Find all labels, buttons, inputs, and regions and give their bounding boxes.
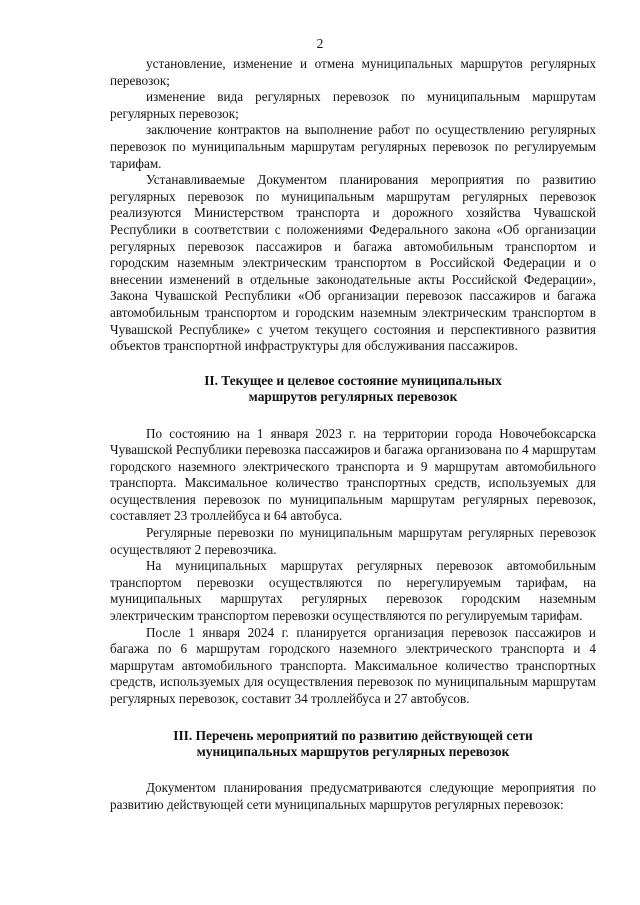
paragraph: Регулярные перевозки по муниципальным маршрутам регулярных перевозок осуществляют 2 перевозчика.	[110, 525, 596, 557]
paragraph: По состоянию на 1 января 2023 г. на территории города Новочебоксарска Чувашской Республики перевозка пассажиров и багажа организована по 4 маршрутам городского наземного электрического транспорта и 9 маршрутам автомобильного транспорта. Максимальное количество транспортных средств, используемых для осуществления перевозок по муниципальным маршрутам регулярных перевозок, составляет 23 троллейбуса и 64 автобуса.	[110, 425, 596, 524]
paragraph: установление, изменение и отмена муниципальных маршрутов регулярных перевозок;	[110, 56, 596, 88]
paragraph: изменение вида регулярных перевозок по муниципальным маршрутам регулярных перевозок;	[110, 89, 596, 121]
section-heading-3	[110, 728, 596, 761]
section-heading-2	[110, 373, 596, 406]
section-heading-line: муниципальных маршрутов регулярных перевозок	[196, 744, 510, 759]
section-heading-line: маршрутов регулярных перевозок	[248, 389, 458, 405]
paragraph: Устанавливаемые Документом планирования мероприятия по развитию регулярных перевозок по муниципальным маршрутам регулярных перевозок реализуются Министерством транспорта и дорожного хозяйства Чувашской Республики в соответствии с положениями Федерального закона «Об организации регулярных перевозок пассажиров и багажа автомобильным транспортом и городским наземным электрическим транспортом в Российской Федерации и о внесении изменений в отдельные законодательные акты Российской Федерации», Закона Чувашской Республики «Об организации перевозок пассажиров и багажа автомобильным транспортом и городским наземным электрическим транспортом в Чувашской Республике» с учетом текущего состояния и перспективного развития объектов транспортной инфраструктуры для обслуживания пассажиров.	[110, 172, 596, 354]
paragraph: На муниципальных маршрутах регулярных перевозок автомобильным транспортом перевозки осуществляются по нерегулируемым тарифам, на муниципальных маршрутах регулярных перевозок городским наземным электрическим транспортом перевозки осуществляются по регулируемым тарифам.	[110, 558, 596, 624]
paragraph: заключение контрактов на выполнение работ по осуществлению регулярных перевозок по муниципальным маршрутам регулярных перевозок по регулируемым тарифам.	[110, 122, 596, 171]
page-number: 2	[316, 36, 324, 51]
paragraph: После 1 января 2024 г. планируется организация перевозок пассажиров и багажа по 6 маршрутам городского наземного электрического транспорта и 4 маршрутам автомобильного транспорта. Максимальное количество транспортных средств, используемых для осуществления перевозок по муниципальным маршрутам регулярных перевозок, составит 34 троллейбуса и 27 автобусов.	[110, 624, 596, 706]
section-heading-line: II. Текущее и целевое состояние муниципальных	[204, 372, 502, 388]
paragraph: Документом планирования предусматриваются следующие мероприятия по развитию действующей сети муниципальных маршрутов регулярных перевозок:	[110, 780, 596, 812]
document-body	[110, 56, 596, 814]
section-heading-line: III. Перечень мероприятий по развитию действующей сети	[173, 727, 533, 743]
